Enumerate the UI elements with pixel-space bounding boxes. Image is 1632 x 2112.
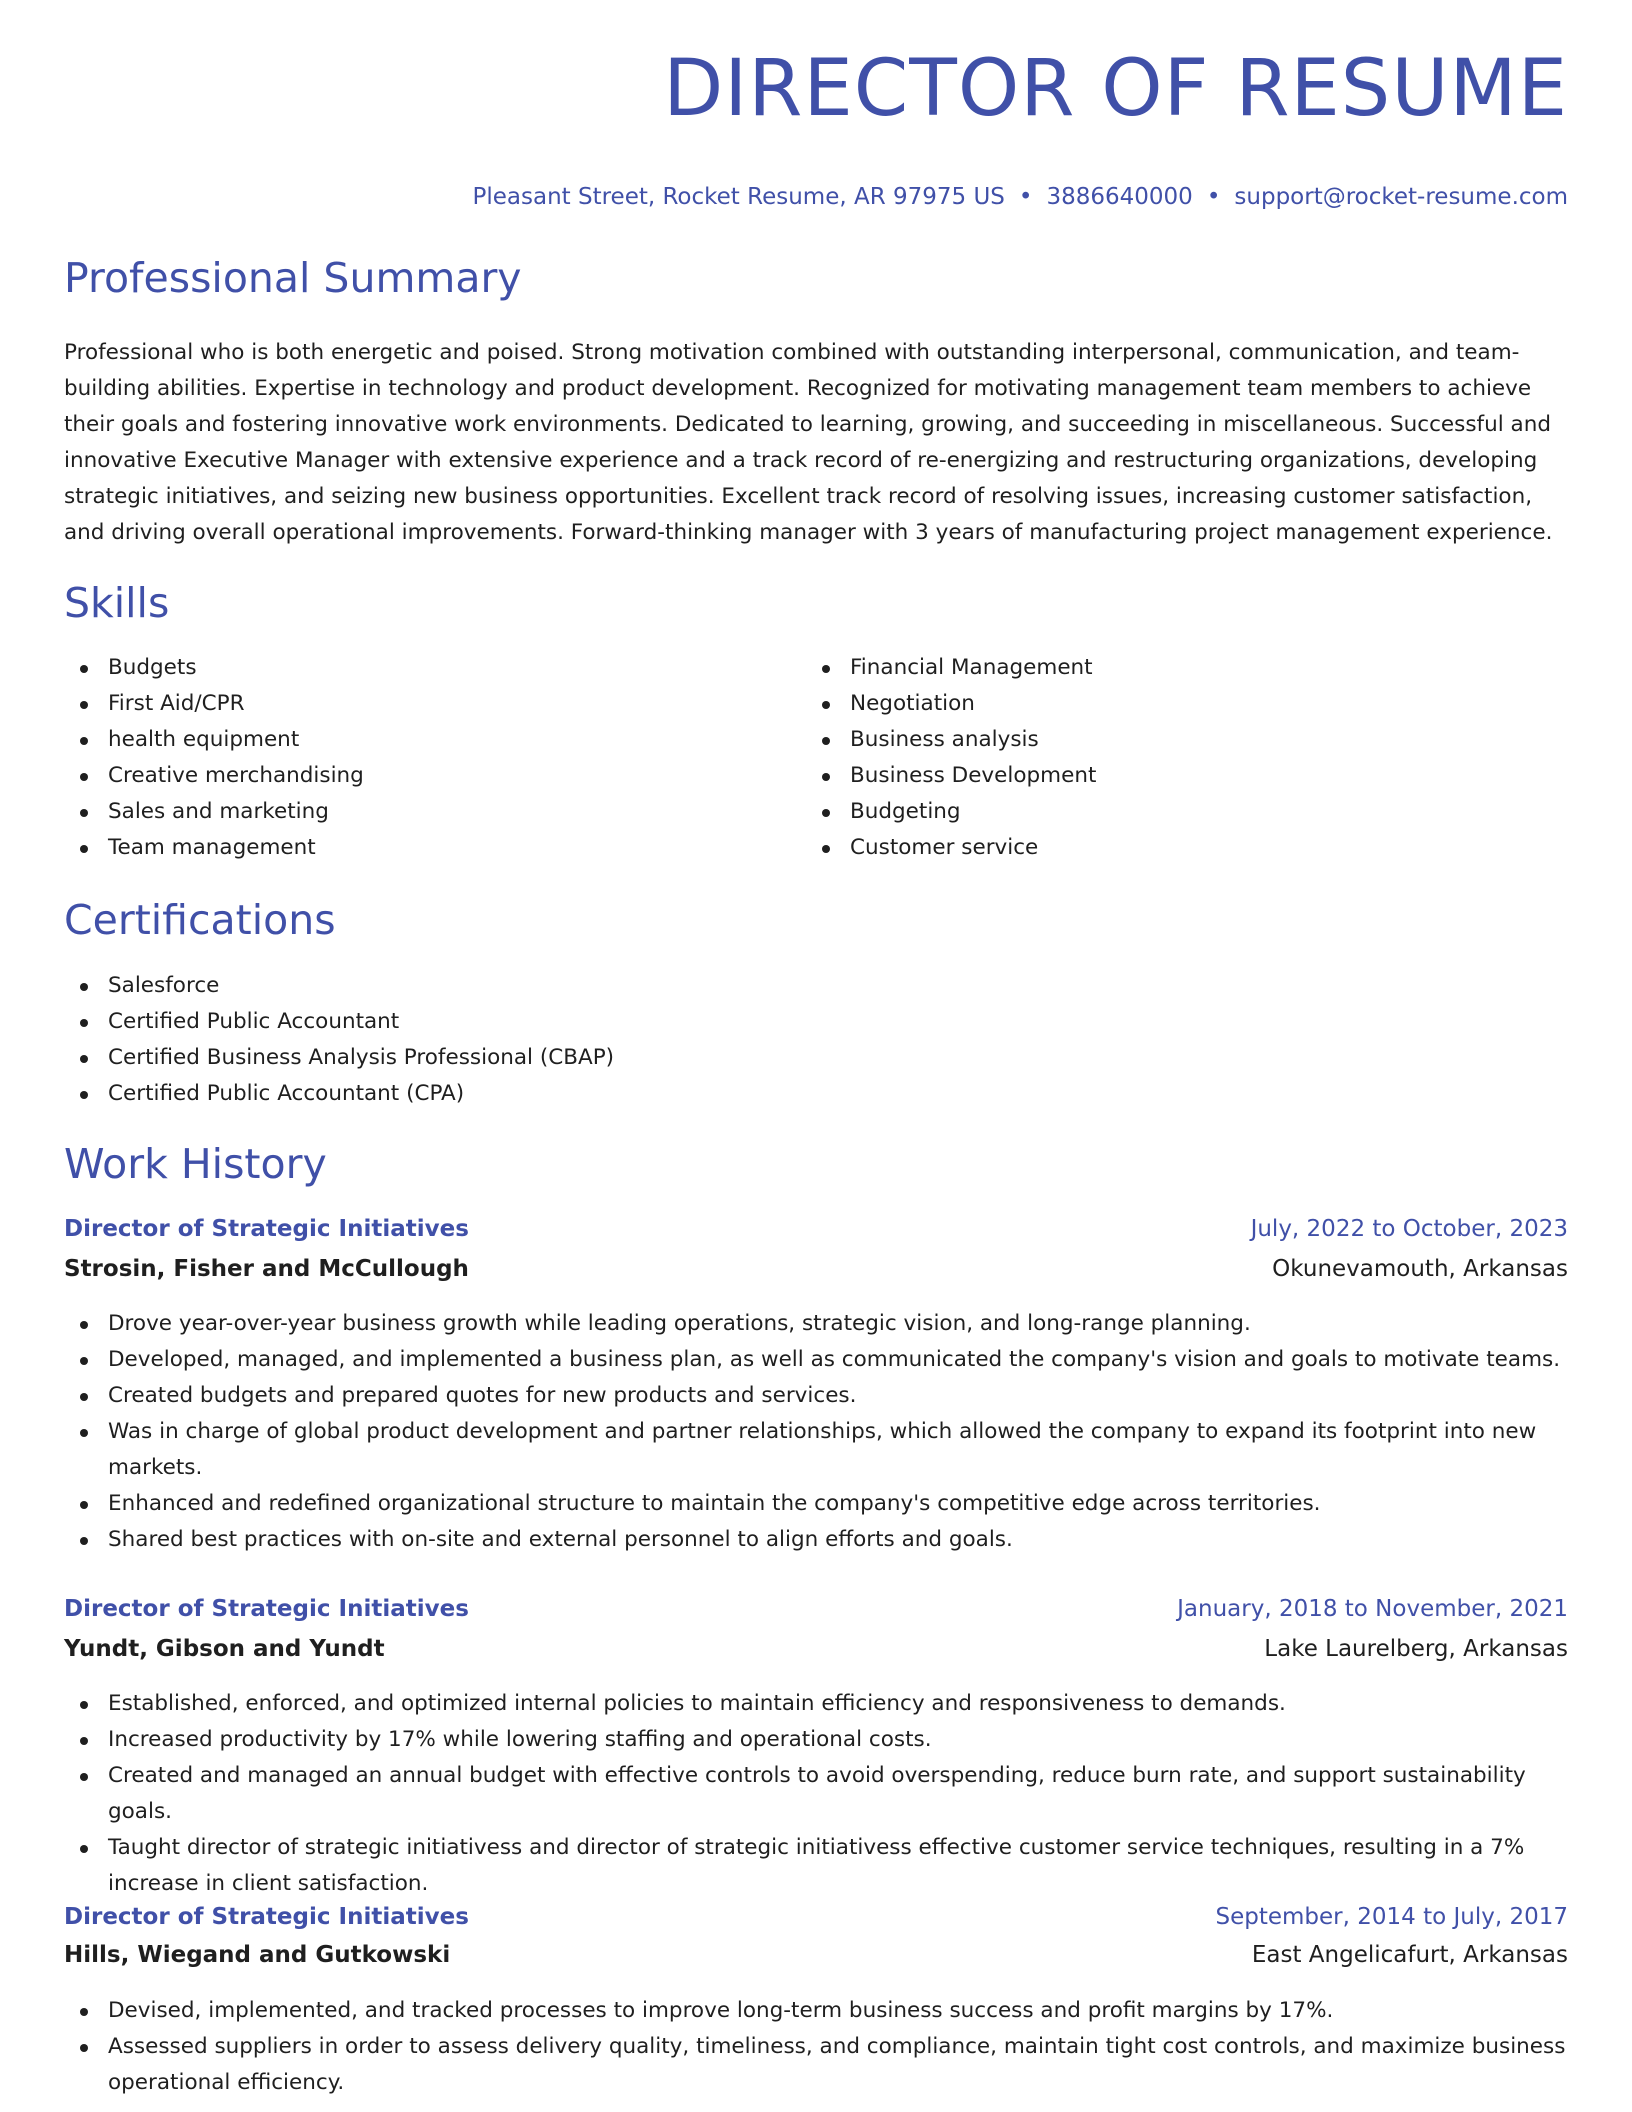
list-item: Created and managed an annual budget with effective controls to avoid overspending, reduce burn rate, and support sustainability goals. (64, 1758, 1568, 1830)
job-company: Yundt, Gibson and Yundt (64, 1636, 385, 1662)
list-item: Budgets (64, 650, 804, 686)
list-item: Budgeting (806, 794, 1546, 830)
contact-phone: 3886640000 (1046, 184, 1193, 210)
list-item: Salesforce (64, 968, 1568, 1004)
job-bullets (64, 1306, 1568, 1558)
contact-email[interactable]: support@rocket-resume.com (1234, 184, 1568, 210)
contact-line (472, 184, 1568, 210)
job-dates: July, 2022 to October, 2023 (1250, 1216, 1568, 1242)
contact-separator: • (1206, 184, 1221, 210)
resume-name: DIRECTOR OF RESUME (663, 44, 1568, 134)
job-bullets (64, 1993, 1568, 2101)
job-location: Okunevamouth, Arkansas (1272, 1256, 1568, 1282)
list-item: Drove year-over-year business growth while leading operations, strategic vision, and long-range planning. (64, 1306, 1568, 1342)
summary-text: Professional who is both energetic and poised. Strong motivation combined with outstanding interpersonal, communication, and team-building abilities. Expertise in technology and product development. Recognized for motivating management team members to achieve their goals and fostering innovative work environments. Dedicated to learning, growing, and succeeding in miscellaneous. Successful and innovative Executive Manager with extensive experience and a track record of re-energizing and restructuring organizations, developing strategic initiatives, and seizing new business opportunities. Excellent track record of resolving issues, increasing customer satisfaction, and driving overall operational improvements. Forward-thinking manager with 3 years of manufacturing project management experience. (64, 340, 1553, 545)
list-item: Devised, implemented, and tracked processes to improve long-term business success and profit margins by 17%. (64, 1993, 1568, 2029)
list-item: Increased productivity by 17% while lowering staffing and operational costs. (64, 1722, 1568, 1758)
section-title-skills: Skills (64, 579, 170, 627)
section-title-summary: Professional Summary (64, 254, 522, 302)
list-item: Negotiation (806, 686, 1546, 722)
contact-separator: • (1018, 184, 1033, 210)
list-item: Certified Public Accountant (64, 1004, 1568, 1040)
list-item: Created budgets and prepared quotes for new products and services. (64, 1378, 1568, 1414)
list-item: health equipment (64, 722, 804, 758)
list-item: Customer service (806, 830, 1546, 866)
job-dates: September, 2014 to July, 2017 (1215, 1904, 1568, 1930)
job-bullets (64, 1686, 1568, 1902)
job-title: Director of Strategic Initiatives (64, 1216, 469, 1242)
list-item: Certified Business Analysis Professional (CBAP) (64, 1040, 1568, 1076)
job-title: Director of Strategic Initiatives (64, 1596, 469, 1622)
job-location: East Angelicafurt, Arkansas (1251, 1942, 1568, 1968)
list-item: Creative merchandising (64, 758, 804, 794)
list-item: Financial Management (806, 650, 1546, 686)
section-title-certifications: Certifications (64, 896, 336, 944)
contact-address: Pleasant Street, Rocket Resume, AR 97975 US (472, 184, 1005, 210)
list-item: Sales and marketing (64, 794, 804, 830)
list-item: Certified Public Accountant (CPA) (64, 1076, 1568, 1112)
list-item: Established, enforced, and optimized internal policies to maintain efficiency and responsiveness to demands. (64, 1686, 1568, 1722)
job-title: Director of Strategic Initiatives (64, 1904, 469, 1930)
list-item: Developed, managed, and implemented a business plan, as well as communicated the company's vision and goals to motivate teams. (64, 1342, 1568, 1378)
certifications-list (64, 968, 1568, 1112)
list-item: Enhanced and redefined organizational structure to maintain the company's competitive edge across territories. (64, 1486, 1568, 1522)
job-company: Strosin, Fisher and McCullough (64, 1256, 469, 1282)
job-location: Lake Laurelberg, Arkansas (1264, 1636, 1568, 1662)
section-title-work-history: Work History (64, 1140, 327, 1188)
list-item: Taught director of strategic initiativess and director of strategic initiativess effective customer service techniques, resulting in a 7% increase in client satisfaction. (64, 1830, 1568, 1902)
list-item: Was in charge of global product development and partner relationships, which allowed the company to expand its footprint into new markets. (64, 1414, 1568, 1486)
job-dates: January, 2018 to November, 2021 (1177, 1596, 1568, 1622)
list-item: Shared best practices with on-site and external personnel to align efforts and goals. (64, 1522, 1568, 1558)
list-item: Business analysis (806, 722, 1546, 758)
skills-list-right (806, 650, 1546, 866)
list-item: Assessed suppliers in order to assess delivery quality, timeliness, and compliance, maintain tight cost controls, and maximize business operational efficiency. (64, 2029, 1568, 2101)
list-item: Team management (64, 830, 804, 866)
skills-list-left (64, 650, 804, 866)
list-item: Business Development (806, 758, 1546, 794)
list-item: First Aid/CPR (64, 686, 804, 722)
job-company: Hills, Wiegand and Gutkowski (64, 1942, 451, 1968)
